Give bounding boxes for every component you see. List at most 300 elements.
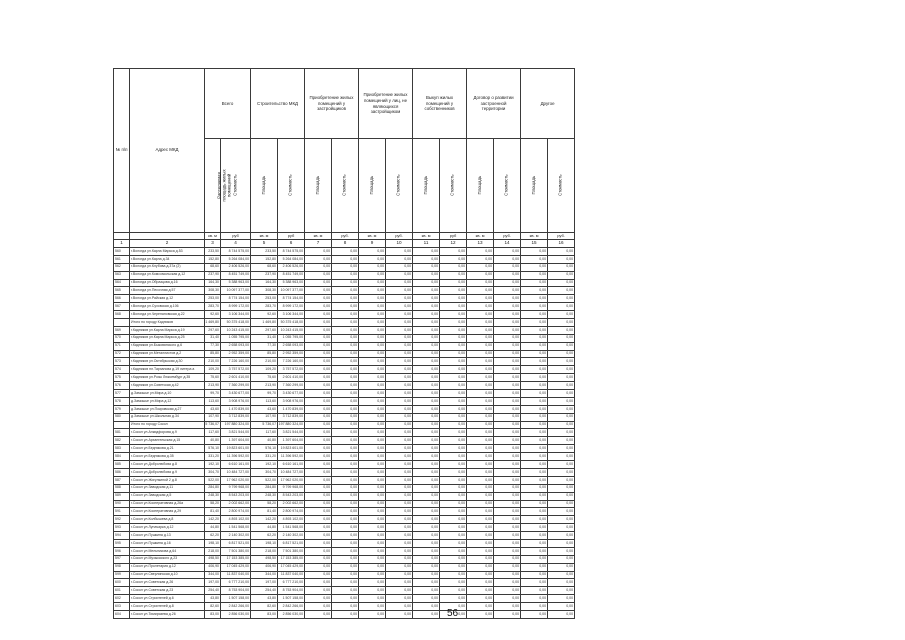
zero-value-cell: 0,00 bbox=[440, 571, 467, 579]
zero-value-cell: 0,00 bbox=[521, 342, 548, 350]
zero-value-cell: 0,00 bbox=[440, 532, 467, 540]
sub-header-cell: Площадь bbox=[413, 139, 440, 233]
zero-value-cell: 0,00 bbox=[332, 255, 359, 263]
row-address: г.Сокол ул.Добролюбова д.8 bbox=[130, 461, 205, 469]
row-number: 572 bbox=[114, 350, 130, 358]
zero-value-cell: 0,00 bbox=[332, 287, 359, 295]
sub-header-cell: Расселяемая площадь жилых помещений bbox=[205, 139, 221, 233]
zero-value-cell: 0,00 bbox=[305, 295, 332, 303]
row-number: 576 bbox=[114, 382, 130, 390]
total-cost-cell: 2 952 359,00 bbox=[221, 350, 251, 358]
table-row bbox=[114, 508, 575, 516]
header-group-owner-buyout: Выкуп жилых помещений у собственников bbox=[413, 69, 467, 139]
zero-value-cell: 0,00 bbox=[359, 255, 386, 263]
construction-area-cell: 99,70 bbox=[251, 390, 278, 398]
total-cost-cell: 3 106 344,00 bbox=[221, 311, 251, 319]
zero-value-cell: 0,00 bbox=[440, 508, 467, 516]
construction-area-cell: 68,60 bbox=[251, 263, 278, 271]
row-number: 570 bbox=[114, 334, 130, 342]
row-number: 590 bbox=[114, 500, 130, 508]
zero-value-cell: 0,00 bbox=[413, 421, 440, 429]
table-row bbox=[114, 555, 575, 563]
row-number: 602 bbox=[114, 595, 130, 603]
row-address: г.Вологда ул.Черепановская д.22 bbox=[130, 311, 205, 319]
zero-value-cell: 0,00 bbox=[413, 366, 440, 374]
table-row bbox=[114, 413, 575, 421]
total-cost-cell: 7 501 380,00 bbox=[221, 547, 251, 555]
zero-value-cell: 0,00 bbox=[332, 445, 359, 453]
zero-value-cell: 0,00 bbox=[332, 342, 359, 350]
total-area-cell: 99,70 bbox=[205, 390, 221, 398]
zero-value-cell: 0,00 bbox=[386, 555, 413, 563]
table-row bbox=[114, 429, 575, 437]
zero-value-cell: 0,00 bbox=[440, 610, 467, 618]
zero-value-cell: 0,00 bbox=[386, 468, 413, 476]
zero-value-cell: 0,00 bbox=[521, 295, 548, 303]
construction-cost-cell: 50 375 418,00 bbox=[278, 319, 305, 327]
zero-value-cell: 0,00 bbox=[440, 263, 467, 271]
construction-area-cell: 62,20 bbox=[251, 532, 278, 540]
zero-value-cell: 0,00 bbox=[467, 484, 494, 492]
total-area-cell: 62,20 bbox=[205, 532, 221, 540]
header-group-other: Другое bbox=[521, 69, 575, 139]
zero-value-cell: 0,00 bbox=[359, 539, 386, 547]
zero-value-cell: 0,00 bbox=[305, 255, 332, 263]
total-area-cell: 308,30 bbox=[205, 287, 221, 295]
row-number: 589 bbox=[114, 492, 130, 500]
construction-area-cell: 152,80 bbox=[251, 255, 278, 263]
zero-value-cell: 0,00 bbox=[386, 311, 413, 319]
zero-value-cell: 0,00 bbox=[440, 303, 467, 311]
construction-area-cell: 192,10 bbox=[251, 461, 278, 469]
zero-value-cell: 0,00 bbox=[548, 532, 575, 540]
construction-area-cell: 1 469,80 bbox=[251, 319, 278, 327]
zero-value-cell: 0,00 bbox=[413, 603, 440, 611]
zero-value-cell: 0,00 bbox=[467, 571, 494, 579]
row-number: 560 bbox=[114, 248, 130, 256]
zero-value-cell: 0,00 bbox=[467, 397, 494, 405]
zero-value-cell: 0,00 bbox=[548, 468, 575, 476]
row-address: г.Вологда ул.Песочная д.57 bbox=[130, 287, 205, 295]
zero-value-cell: 0,00 bbox=[548, 382, 575, 390]
total-area-cell: 43,80 bbox=[205, 595, 221, 603]
zero-value-cell: 0,00 bbox=[413, 405, 440, 413]
zero-value-cell: 0,00 bbox=[521, 587, 548, 595]
row-number: 594 bbox=[114, 532, 130, 540]
units-cell: руб bbox=[221, 233, 251, 240]
zero-value-cell: 0,00 bbox=[440, 539, 467, 547]
zero-value-cell: 0,00 bbox=[467, 555, 494, 563]
sub-header-cell: Площадь bbox=[251, 139, 278, 233]
zero-value-cell: 0,00 bbox=[440, 468, 467, 476]
zero-value-cell: 0,00 bbox=[332, 248, 359, 256]
zero-value-cell: 0,00 bbox=[305, 319, 332, 327]
zero-value-cell: 0,00 bbox=[494, 279, 521, 287]
zero-value-cell: 0,00 bbox=[521, 547, 548, 555]
construction-cost-cell: 17 045 429,00 bbox=[278, 563, 305, 571]
total-area-cell: 254,40 bbox=[205, 587, 221, 595]
total-cost-cell: 17 153 385,00 bbox=[221, 555, 251, 563]
zero-value-cell: 0,00 bbox=[386, 350, 413, 358]
zero-value-cell: 0,00 bbox=[386, 547, 413, 555]
zero-value-cell: 0,00 bbox=[332, 397, 359, 405]
zero-value-cell: 0,00 bbox=[548, 279, 575, 287]
zero-value-cell: 0,00 bbox=[548, 500, 575, 508]
zero-value-cell: 0,00 bbox=[413, 390, 440, 398]
construction-area-cell: 164,30 bbox=[251, 279, 278, 287]
construction-area-cell: 81,40 bbox=[251, 508, 278, 516]
total-cost-cell: 4 893 102,00 bbox=[221, 516, 251, 524]
zero-value-cell: 0,00 bbox=[521, 539, 548, 547]
total-area-cell: 344,00 bbox=[205, 571, 221, 579]
zero-value-cell: 0,00 bbox=[386, 374, 413, 382]
zero-value-cell: 0,00 bbox=[467, 437, 494, 445]
zero-value-cell: 0,00 bbox=[305, 358, 332, 366]
row-address: г.Сокол ул.Кооперативная д.26а bbox=[130, 500, 205, 508]
construction-area-cell: 304,70 bbox=[251, 468, 278, 476]
column-number-cell: 5 bbox=[251, 240, 278, 248]
zero-value-cell: 0,00 bbox=[467, 461, 494, 469]
zero-value-cell: 0,00 bbox=[521, 263, 548, 271]
construction-cost-cell: 11 396 592,00 bbox=[278, 453, 305, 461]
zero-value-cell: 0,00 bbox=[386, 271, 413, 279]
zero-value-cell: 0,00 bbox=[494, 429, 521, 437]
construction-cost-cell: 8 543 203,00 bbox=[278, 492, 305, 500]
zero-value-cell: 0,00 bbox=[359, 516, 386, 524]
zero-value-cell: 0,00 bbox=[467, 500, 494, 508]
zero-value-cell: 0,00 bbox=[413, 382, 440, 390]
row-address: д.Замошье ул.Школьная д.34 bbox=[130, 413, 205, 421]
sub-header-cell: Стоимость bbox=[221, 139, 251, 233]
zero-value-cell: 0,00 bbox=[305, 595, 332, 603]
total-area-cell: 82,60 bbox=[205, 603, 221, 611]
sub-header-cell: Стоимость bbox=[278, 139, 305, 233]
zero-value-cell: 0,00 bbox=[332, 484, 359, 492]
zero-value-cell: 0,00 bbox=[386, 334, 413, 342]
column-number-cell: 12 bbox=[440, 240, 467, 248]
zero-value-cell: 0,00 bbox=[548, 421, 575, 429]
construction-area-cell: 82,60 bbox=[251, 603, 278, 611]
column-number-cell: 2 bbox=[130, 240, 205, 248]
zero-value-cell: 0,00 bbox=[548, 461, 575, 469]
zero-value-cell: 0,00 bbox=[359, 571, 386, 579]
zero-value-cell: 0,00 bbox=[386, 532, 413, 540]
construction-cost-cell: 2 658 093,00 bbox=[278, 342, 305, 350]
zero-value-cell: 0,00 bbox=[521, 532, 548, 540]
total-area-cell: 77,30 bbox=[205, 342, 221, 350]
table-row bbox=[114, 484, 575, 492]
zero-value-cell: 0,00 bbox=[494, 595, 521, 603]
zero-value-cell: 0,00 bbox=[332, 539, 359, 547]
construction-cost-cell: 1 541 568,00 bbox=[278, 524, 305, 532]
zero-value-cell: 0,00 bbox=[440, 563, 467, 571]
total-area-cell: 210,00 bbox=[205, 358, 221, 366]
row-address: г.Кадников ул.Советская д.42 bbox=[130, 382, 205, 390]
construction-cost-cell: 6 817 521,00 bbox=[278, 539, 305, 547]
zero-value-cell: 0,00 bbox=[359, 429, 386, 437]
table-row bbox=[114, 271, 575, 279]
zero-value-cell: 0,00 bbox=[305, 516, 332, 524]
zero-value-cell: 0,00 bbox=[305, 248, 332, 256]
zero-value-cell: 0,00 bbox=[521, 579, 548, 587]
zero-value-cell: 0,00 bbox=[494, 516, 521, 524]
total-area-cell: 43,60 bbox=[205, 405, 221, 413]
zero-value-cell: 0,00 bbox=[548, 390, 575, 398]
zero-value-cell: 0,00 bbox=[521, 595, 548, 603]
row-address: г.Сокол ул.Жигулкиной 2 д.8 bbox=[130, 476, 205, 484]
zero-value-cell: 0,00 bbox=[467, 303, 494, 311]
row-number: 562 bbox=[114, 263, 130, 271]
construction-area-cell: 44,80 bbox=[251, 524, 278, 532]
zero-value-cell: 0,00 bbox=[521, 437, 548, 445]
construction-cost-cell: 6 610 161,00 bbox=[278, 461, 305, 469]
total-cost-cell: 1 055 795,00 bbox=[221, 334, 251, 342]
row-address: д.Замошье ул.Мира д.10 bbox=[130, 390, 205, 398]
zero-value-cell: 0,00 bbox=[332, 413, 359, 421]
row-address: г.Сокол ул.Пушкина д.13 bbox=[130, 532, 205, 540]
zero-value-cell: 0,00 bbox=[548, 524, 575, 532]
zero-value-cell: 0,00 bbox=[413, 461, 440, 469]
zero-value-cell: 0,00 bbox=[413, 539, 440, 547]
zero-value-cell: 0,00 bbox=[386, 382, 413, 390]
total-cost-cell: 1 470 839,00 bbox=[221, 405, 251, 413]
zero-value-cell: 0,00 bbox=[467, 445, 494, 453]
zero-value-cell: 0,00 bbox=[521, 358, 548, 366]
total-area-cell: 253,00 bbox=[205, 295, 221, 303]
table-row bbox=[114, 437, 575, 445]
row-number: 573 bbox=[114, 358, 130, 366]
zero-value-cell: 0,00 bbox=[305, 610, 332, 618]
sub-header-cell: Стоимость bbox=[548, 139, 575, 233]
zero-value-cell: 0,00 bbox=[521, 500, 548, 508]
row-number: 563 bbox=[114, 271, 130, 279]
zero-value-cell: 0,00 bbox=[332, 500, 359, 508]
zero-value-cell: 0,00 bbox=[440, 555, 467, 563]
zero-value-cell: 0,00 bbox=[332, 595, 359, 603]
row-address: г.Сокол ул.Советская д.23 bbox=[130, 587, 205, 595]
zero-value-cell: 0,00 bbox=[413, 342, 440, 350]
zero-value-cell: 0,00 bbox=[467, 603, 494, 611]
table-row bbox=[114, 461, 575, 469]
zero-value-cell: 0,00 bbox=[413, 303, 440, 311]
zero-value-cell: 0,00 bbox=[548, 397, 575, 405]
zero-value-cell: 0,00 bbox=[413, 358, 440, 366]
units-cell: руб. bbox=[548, 233, 575, 240]
total-cost-cell: 5 388 963,00 bbox=[221, 279, 251, 287]
zero-value-cell: 0,00 bbox=[305, 421, 332, 429]
zero-value-cell: 0,00 bbox=[548, 492, 575, 500]
zero-value-cell: 0,00 bbox=[413, 397, 440, 405]
zero-value-cell: 0,00 bbox=[386, 476, 413, 484]
zero-value-cell: 0,00 bbox=[440, 437, 467, 445]
construction-cost-cell: 5 388 963,00 bbox=[278, 279, 305, 287]
total-area-cell: 92,60 bbox=[205, 311, 221, 319]
construction-area-cell: 107,90 bbox=[251, 413, 278, 421]
zero-value-cell: 0,00 bbox=[359, 461, 386, 469]
zero-value-cell: 0,00 bbox=[413, 468, 440, 476]
table-body bbox=[114, 248, 575, 619]
row-number: 593 bbox=[114, 524, 130, 532]
zero-value-cell: 0,00 bbox=[305, 390, 332, 398]
total-cost-cell: 10 097 377,00 bbox=[221, 287, 251, 295]
zero-value-cell: 0,00 bbox=[413, 326, 440, 334]
row-address: г.Вологда ул.Суховская д.106 bbox=[130, 303, 205, 311]
total-area-cell: 218,00 bbox=[205, 547, 221, 555]
construction-area-cell: 40,80 bbox=[251, 437, 278, 445]
total-cost-cell: 1 507 158,00 bbox=[221, 595, 251, 603]
zero-value-cell: 0,00 bbox=[467, 453, 494, 461]
sub-header-cell: Стоимость bbox=[332, 139, 359, 233]
total-cost-cell: 2 800 974,00 bbox=[221, 508, 251, 516]
zero-value-cell: 0,00 bbox=[494, 468, 521, 476]
zero-value-cell: 0,00 bbox=[548, 547, 575, 555]
construction-area-cell: 75,60 bbox=[251, 374, 278, 382]
table-row bbox=[114, 279, 575, 287]
total-area-cell: 81,40 bbox=[205, 508, 221, 516]
zero-value-cell: 0,00 bbox=[521, 334, 548, 342]
zero-value-cell: 0,00 bbox=[359, 445, 386, 453]
table-row bbox=[114, 248, 575, 256]
zero-value-cell: 0,00 bbox=[467, 413, 494, 421]
zero-value-cell: 0,00 bbox=[494, 255, 521, 263]
housing-resettlement-table-sheet bbox=[113, 68, 575, 619]
zero-value-cell: 0,00 bbox=[305, 508, 332, 516]
units-cell: кв. м bbox=[205, 233, 221, 240]
zero-value-cell: 0,00 bbox=[494, 571, 521, 579]
zero-value-cell: 0,00 bbox=[413, 547, 440, 555]
construction-cost-cell: 1 470 839,00 bbox=[278, 405, 305, 413]
zero-value-cell: 0,00 bbox=[332, 579, 359, 587]
construction-area-cell: 498,50 bbox=[251, 555, 278, 563]
construction-area-cell: 210,00 bbox=[251, 358, 278, 366]
row-address: г.Вологда ул.Образцова д.16 bbox=[130, 279, 205, 287]
zero-value-cell: 0,00 bbox=[305, 366, 332, 374]
row-address: г.Кадников ул.Розы Люксембург д.35 bbox=[130, 374, 205, 382]
zero-value-cell: 0,00 bbox=[521, 476, 548, 484]
total-cost-cell: 8 543 203,00 bbox=[221, 492, 251, 500]
zero-value-cell: 0,00 bbox=[413, 579, 440, 587]
zero-value-cell: 0,00 bbox=[548, 413, 575, 421]
zero-value-cell: 0,00 bbox=[440, 579, 467, 587]
zero-value-cell: 0,00 bbox=[413, 437, 440, 445]
zero-value-cell: 0,00 bbox=[359, 263, 386, 271]
zero-value-cell: 0,00 bbox=[494, 263, 521, 271]
total-cost-cell: 2 856 030,00 bbox=[221, 610, 251, 618]
row-address: г.Кадников ул.Октябрьская д.30 bbox=[130, 358, 205, 366]
zero-value-cell: 0,00 bbox=[305, 287, 332, 295]
table-row bbox=[114, 295, 575, 303]
zero-value-cell: 0,00 bbox=[494, 587, 521, 595]
zero-value-cell: 0,00 bbox=[467, 358, 494, 366]
zero-value-cell: 0,00 bbox=[521, 508, 548, 516]
units-cell: кв. м bbox=[359, 233, 386, 240]
zero-value-cell: 0,00 bbox=[521, 271, 548, 279]
zero-value-cell: 0,00 bbox=[494, 358, 521, 366]
zero-value-cell: 0,00 bbox=[494, 610, 521, 618]
zero-value-cell: 0,00 bbox=[467, 547, 494, 555]
row-address: д.Замошье ул.Покровская д.27 bbox=[130, 405, 205, 413]
construction-cost-cell: 2 952 359,00 bbox=[278, 350, 305, 358]
zero-value-cell: 0,00 bbox=[386, 263, 413, 271]
table-row bbox=[114, 358, 575, 366]
resettlement-table bbox=[113, 68, 575, 619]
total-area-cell: 297,60 bbox=[205, 326, 221, 334]
total-area-cell: 164,30 bbox=[205, 279, 221, 287]
column-number-cell: 6 bbox=[278, 240, 305, 248]
zero-value-cell: 0,00 bbox=[386, 279, 413, 287]
zero-value-cell: 0,00 bbox=[305, 397, 332, 405]
zero-value-cell: 0,00 bbox=[386, 397, 413, 405]
zero-value-cell: 0,00 bbox=[359, 587, 386, 595]
row-address: г.Сокол ул.Архангельская д.15 bbox=[130, 437, 205, 445]
zero-value-cell: 0,00 bbox=[440, 445, 467, 453]
zero-value-cell: 0,00 bbox=[440, 461, 467, 469]
row-number: 577 bbox=[114, 390, 130, 398]
zero-value-cell: 0,00 bbox=[440, 358, 467, 366]
zero-value-cell: 0,00 bbox=[440, 595, 467, 603]
zero-value-cell: 0,00 bbox=[359, 405, 386, 413]
zero-value-cell: 0,00 bbox=[548, 374, 575, 382]
table-row bbox=[114, 255, 575, 263]
construction-cost-cell: 7 226 160,00 bbox=[278, 358, 305, 366]
zero-value-cell: 0,00 bbox=[305, 405, 332, 413]
units-cell bbox=[130, 233, 205, 240]
total-cost-cell: 2 002 662,00 bbox=[221, 500, 251, 508]
table-row bbox=[114, 571, 575, 579]
zero-value-cell: 0,00 bbox=[440, 476, 467, 484]
zero-value-cell: 0,00 bbox=[521, 390, 548, 398]
zero-value-cell: 0,00 bbox=[521, 421, 548, 429]
zero-value-cell: 0,00 bbox=[521, 248, 548, 256]
zero-value-cell: 0,00 bbox=[548, 539, 575, 547]
row-address: г.Вологда ул.Карла Маркса д.53 bbox=[130, 248, 205, 256]
zero-value-cell: 0,00 bbox=[467, 539, 494, 547]
zero-value-cell: 0,00 bbox=[332, 508, 359, 516]
zero-value-cell: 0,00 bbox=[494, 350, 521, 358]
zero-value-cell: 0,00 bbox=[386, 437, 413, 445]
zero-value-cell: 0,00 bbox=[494, 508, 521, 516]
zero-value-cell: 0,00 bbox=[548, 326, 575, 334]
row-number: 591 bbox=[114, 508, 130, 516]
total-cost-cell: 8 744 575,00 bbox=[221, 248, 251, 256]
zero-value-cell: 0,00 bbox=[413, 587, 440, 595]
column-number-cell: 4 bbox=[221, 240, 251, 248]
table-row bbox=[114, 405, 575, 413]
total-cost-cell: 7 360 299,00 bbox=[221, 382, 251, 390]
zero-value-cell: 0,00 bbox=[413, 374, 440, 382]
column-number-cell: 3 bbox=[205, 240, 221, 248]
zero-value-cell: 0,00 bbox=[305, 279, 332, 287]
zero-value-cell: 0,00 bbox=[521, 429, 548, 437]
zero-value-cell: 0,00 bbox=[521, 453, 548, 461]
zero-value-cell: 0,00 bbox=[548, 342, 575, 350]
zero-value-cell: 0,00 bbox=[440, 397, 467, 405]
zero-value-cell: 0,00 bbox=[521, 555, 548, 563]
zero-value-cell: 0,00 bbox=[521, 287, 548, 295]
zero-value-cell: 0,00 bbox=[467, 311, 494, 319]
zero-value-cell: 0,00 bbox=[413, 263, 440, 271]
zero-value-cell: 0,00 bbox=[359, 468, 386, 476]
zero-value-cell: 0,00 bbox=[332, 421, 359, 429]
table-row bbox=[114, 326, 575, 334]
construction-area-cell: 43,80 bbox=[251, 595, 278, 603]
construction-area-cell: 522,00 bbox=[251, 476, 278, 484]
construction-cost-cell: 8 753 904,00 bbox=[278, 587, 305, 595]
zero-value-cell: 0,00 bbox=[305, 263, 332, 271]
zero-value-cell: 0,00 bbox=[386, 405, 413, 413]
zero-value-cell: 0,00 bbox=[494, 405, 521, 413]
zero-value-cell: 0,00 bbox=[521, 492, 548, 500]
